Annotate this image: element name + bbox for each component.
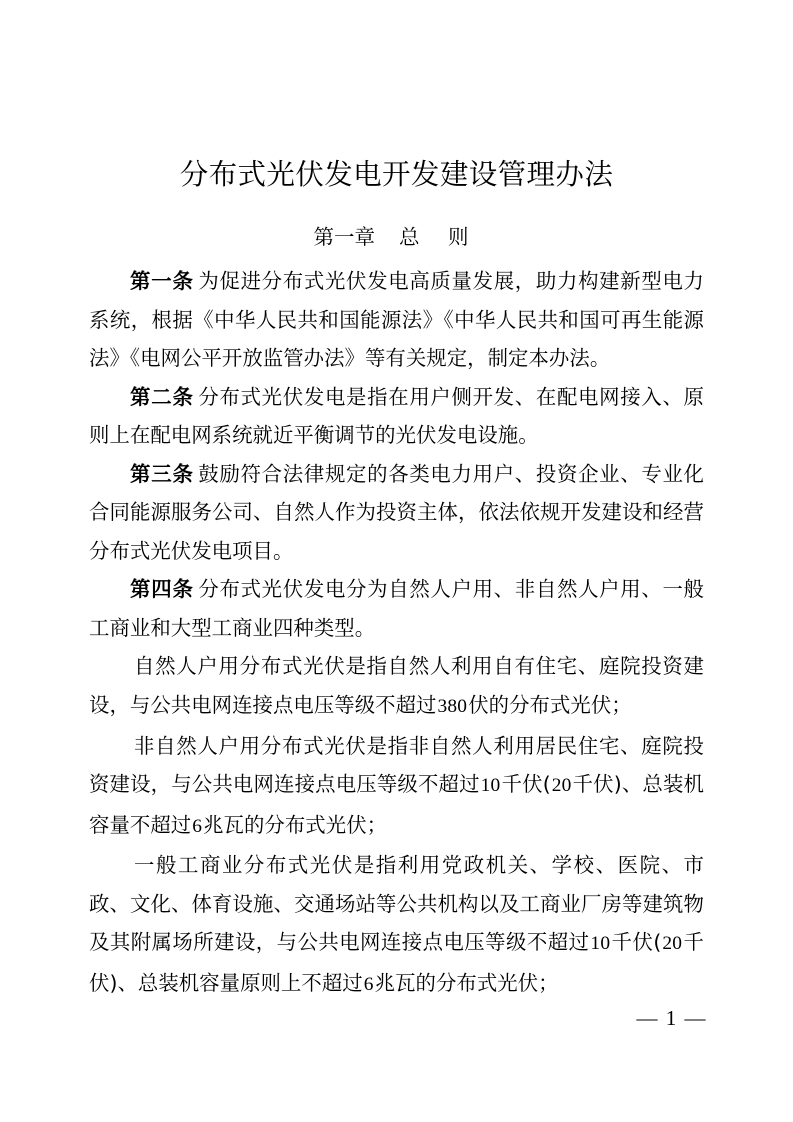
article-text: 为促进分布式光伏发电高质量发展，助力构建新型电力系统，根据《中华人民共和国能源法》《中华人民共和国可再生能源法》《电网公平开放监管办法》等有关规定，制定本办法。 [89, 269, 704, 371]
text-run: 兆瓦的分布式光伏； [203, 812, 388, 837]
text-run: 非自然人户用分布式光伏是指非自然人利用居民住宅、庭院投资建设，与公共电网连接点电压等级不超过 [89, 733, 704, 797]
article-label: 第四条 [130, 577, 194, 602]
chapter-name: 总 则 [399, 225, 480, 249]
numeric-value: 10 [590, 933, 611, 955]
chapter-number: 第一章 [313, 225, 375, 249]
numeric-value: 6 [363, 973, 374, 995]
text-run: 兆瓦的分布式光伏； [374, 970, 559, 995]
chapter-heading [0, 222, 793, 252]
numeric-value: 6 [192, 815, 203, 837]
numeric-value: 380 [437, 696, 468, 718]
article-paragraph [89, 378, 704, 455]
subparagraph-natural-person-household [89, 647, 704, 726]
text-run: 千伏)、总装机容量不超过 [89, 772, 704, 837]
text-run: 自然人户用分布式光伏是指自然人利用自有住宅、庭院投资建设，与公共电网连接点电压等级不超过 [89, 654, 704, 718]
document-body [89, 262, 704, 1004]
subparagraph-non-natural-person-household [89, 727, 704, 847]
numeric-value: 20 [551, 775, 572, 797]
article-paragraph [89, 455, 704, 571]
page-number: — 1 — [636, 1006, 707, 1030]
article-text: 分布式光伏发电是指在用户侧开发、在配电网接入、原则上在配电网系统就近平衡调节的光伏发电设施。 [89, 384, 704, 448]
article-label: 第二条 [130, 384, 194, 409]
article-paragraph [89, 570, 704, 647]
text-run: 千伏)、总装机容量原则上不超过 [89, 930, 704, 995]
page-title: 分布式光伏发电开发建设管理办法 [179, 158, 614, 192]
text-run: 千伏( [611, 930, 662, 955]
subparagraph-general-commercial-industrial [89, 846, 704, 1004]
text-run: 千伏( [501, 772, 551, 797]
numeric-value: 10 [480, 775, 501, 797]
text-run: 一般工商业分布式光伏是指利用党政机关、学校、医院、市政、文化、体育设施、交通场站等公共机构以及工商业厂房等建筑物及其附属场所建设，与公共电网连接点电压等级不超过 [89, 853, 704, 955]
article-label: 第一条 [130, 269, 194, 293]
article-text: 分布式光伏发电分为自然人户用、非自然人户用、一般工商业和大型工商业四种类型。 [89, 577, 704, 640]
article-text: 鼓励符合法律规定的各类电力用户、投资企业、专业化合同能源服务公司、自然人作为投资主体，依法依规开发建设和经营分布式光伏发电项目。 [89, 461, 704, 563]
numeric-value: 20 [662, 933, 683, 955]
article-label: 第三条 [130, 461, 194, 486]
text-run: 伏的分布式光伏； [468, 693, 632, 718]
article-paragraph [89, 262, 704, 378]
